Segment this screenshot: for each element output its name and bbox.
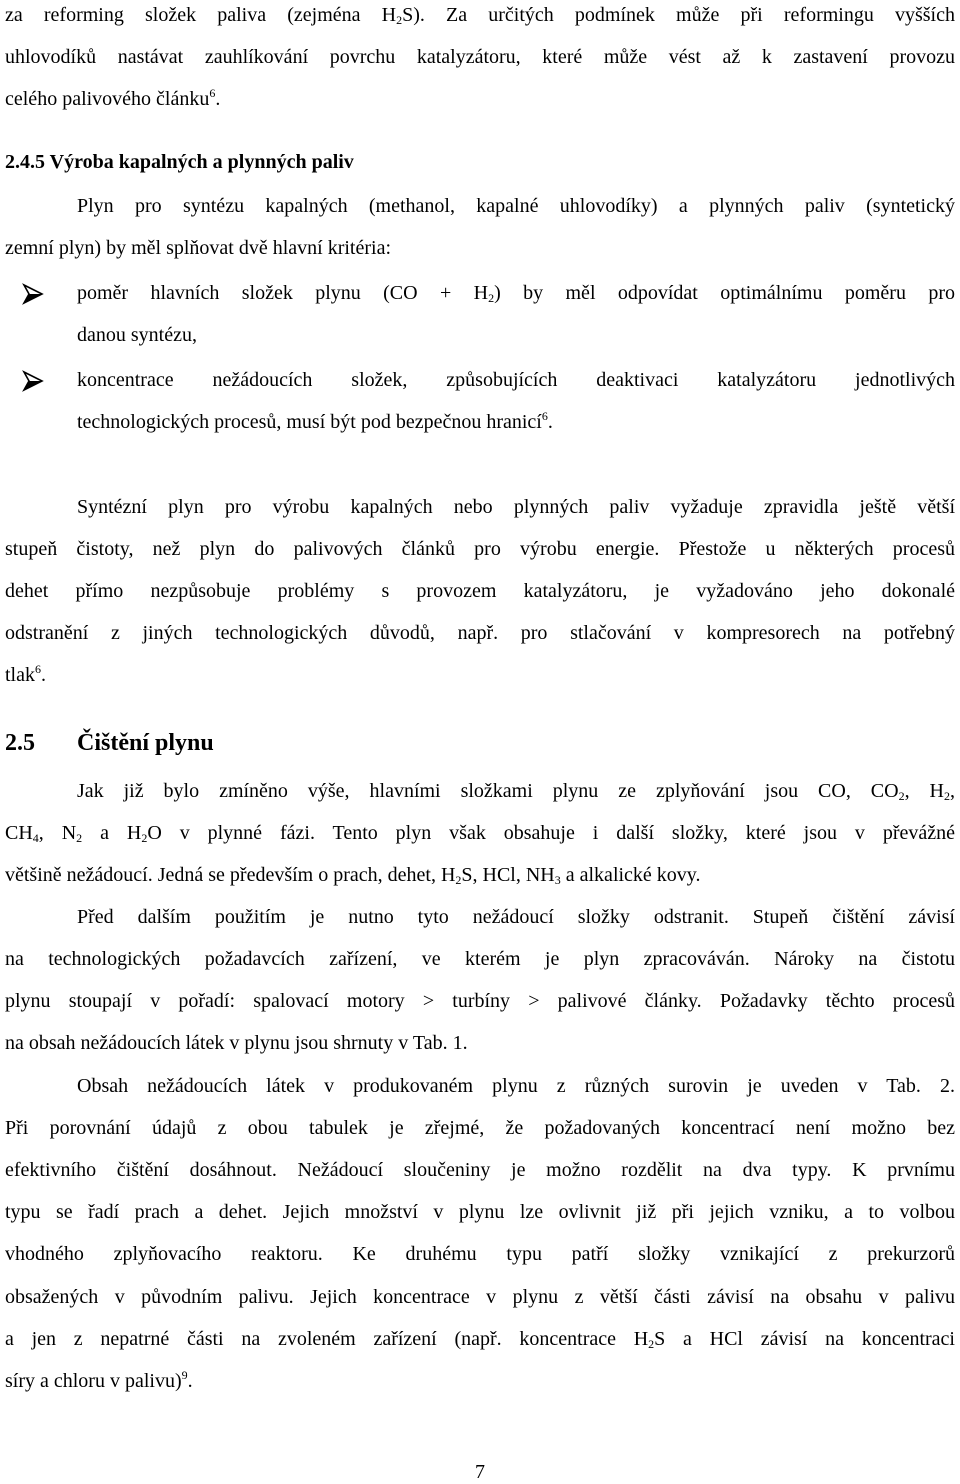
chapter-title: Čištění plynu	[77, 730, 214, 756]
text-line: za reforming složek paliva (zejména $H_2S$). Za určitých podmínek může při reformingu vyšších	[5, 4, 955, 27]
bullet-item-line: koncentrace nežádoucích složek, způsobujících deaktivaci katalyzátoru jednotlivých	[77, 369, 955, 391]
text-line: $CH_4$, $N_2$ a $H_2O$ v plynné fázi. Tento plyn však obsahuje i další složky, které jsou v převážné	[5, 822, 956, 845]
text-line: většině nežádoucí. Jedná se především o prach, dehet, $H_2S$, HCl, $NH_3$ a alkalické kovy.	[5, 864, 701, 887]
text-line: tlak$^6$.	[5, 662, 46, 686]
section-heading: 2.4.5 Výroba kapalných a plynných paliv	[5, 151, 354, 173]
text-line: plynu stoupají v pořadí: spalovací motory > turbíny > palivové články. Požadavky těchto procesů	[5, 990, 955, 1012]
bullet-item-line: technologických procesů, musí být pod bezpečnou hranicí$^6$.	[77, 409, 553, 433]
text-line: Obsah nežádoucích látek v produkovaném plynu z různých surovin je uveden v Tab. 2.	[77, 1075, 955, 1097]
text-line: Plyn pro syntézu kapalných (methanol, kapalné uhlovodíky) a plynných paliv (syntetický	[77, 195, 955, 217]
text-line: stupeň čistoty, než plyn do palivových článků pro výrobu energie. Přestože u některých procesů	[5, 538, 955, 560]
text-line: odstranění z jiných technologických důvodů, např. pro stlačování v kompresorech na potřebný	[5, 622, 955, 644]
bullet-item-line: danou syntézu,	[77, 324, 197, 346]
text-line: Syntézní plyn pro výrobu kapalných nebo plynných paliv vyžaduje zpravidla ještě větší	[77, 496, 955, 518]
arrowhead-bullet-icon	[22, 283, 44, 305]
text-line: obsažených v původním palivu. Jejich koncentrace v plynu z větší části závisí na obsahu v palivu	[5, 1286, 955, 1308]
text-line: vhodného zplyňovacího reaktoru. Ke druhému typu patří složky vznikající z prekurzorů	[5, 1243, 955, 1265]
page-number: 7	[475, 1461, 485, 1483]
text-line: na technologických požadavcích zařízení, ve kterém je plyn zpracováván. Nároky na čistotu	[5, 948, 955, 970]
text-line: a jen z nepatrné části na zvoleném zařízení (např. koncentrace $H_2S$ a HCl závisí na koncentraci	[5, 1328, 955, 1351]
text-line: Jak již bylo zmíněno výše, hlavními složkami plynu ze zplyňování jsou CO, $CO_2$, $H_2$,	[77, 780, 955, 803]
text-line: na obsah nežádoucích látek v plynu jsou shrnuty v Tab. 1.	[5, 1032, 468, 1054]
bullet-item-line: poměr hlavních složek plynu $(CO + H_2)$ by měl odpovídat optimálnímu poměru pro	[77, 282, 955, 305]
text-line: síry a chloru v palivu)$^9$.	[5, 1368, 193, 1392]
text-line: efektivního čištění dosáhnout. Nežádoucí sloučeniny je možno rozdělit na dva typy. K prvnímu	[5, 1159, 955, 1181]
text-line: uhlovodíků nastávat zauhlíkování povrchu katalyzátoru, které může vést až k zastavení provozu	[5, 46, 955, 68]
chapter-number: 2.5	[5, 730, 35, 756]
text-line: Před dalším použitím je nutno tyto nežádoucí složky odstranit. Stupeň čištění závisí	[77, 906, 955, 928]
text-line: zemní plyn) by měl splňovat dvě hlavní kritéria:	[5, 237, 392, 259]
text-line: celého palivového článku$^6$.	[5, 86, 221, 110]
chapter-heading	[5, 729, 214, 757]
text-line: Při porovnání údajů z obou tabulek je zřejmé, že požadovaných koncentrací není možno bez	[5, 1117, 955, 1139]
text-line: dehet přímo nezpůsobuje problémy s provozem katalyzátoru, je vyžadováno jeho dokonalé	[5, 580, 955, 602]
arrowhead-bullet-icon	[22, 370, 44, 392]
text-line: typu se řadí prach a dehet. Jejich množství v plynu lze ovlivnit již při jejich vzniku, a to volbou	[5, 1201, 955, 1223]
